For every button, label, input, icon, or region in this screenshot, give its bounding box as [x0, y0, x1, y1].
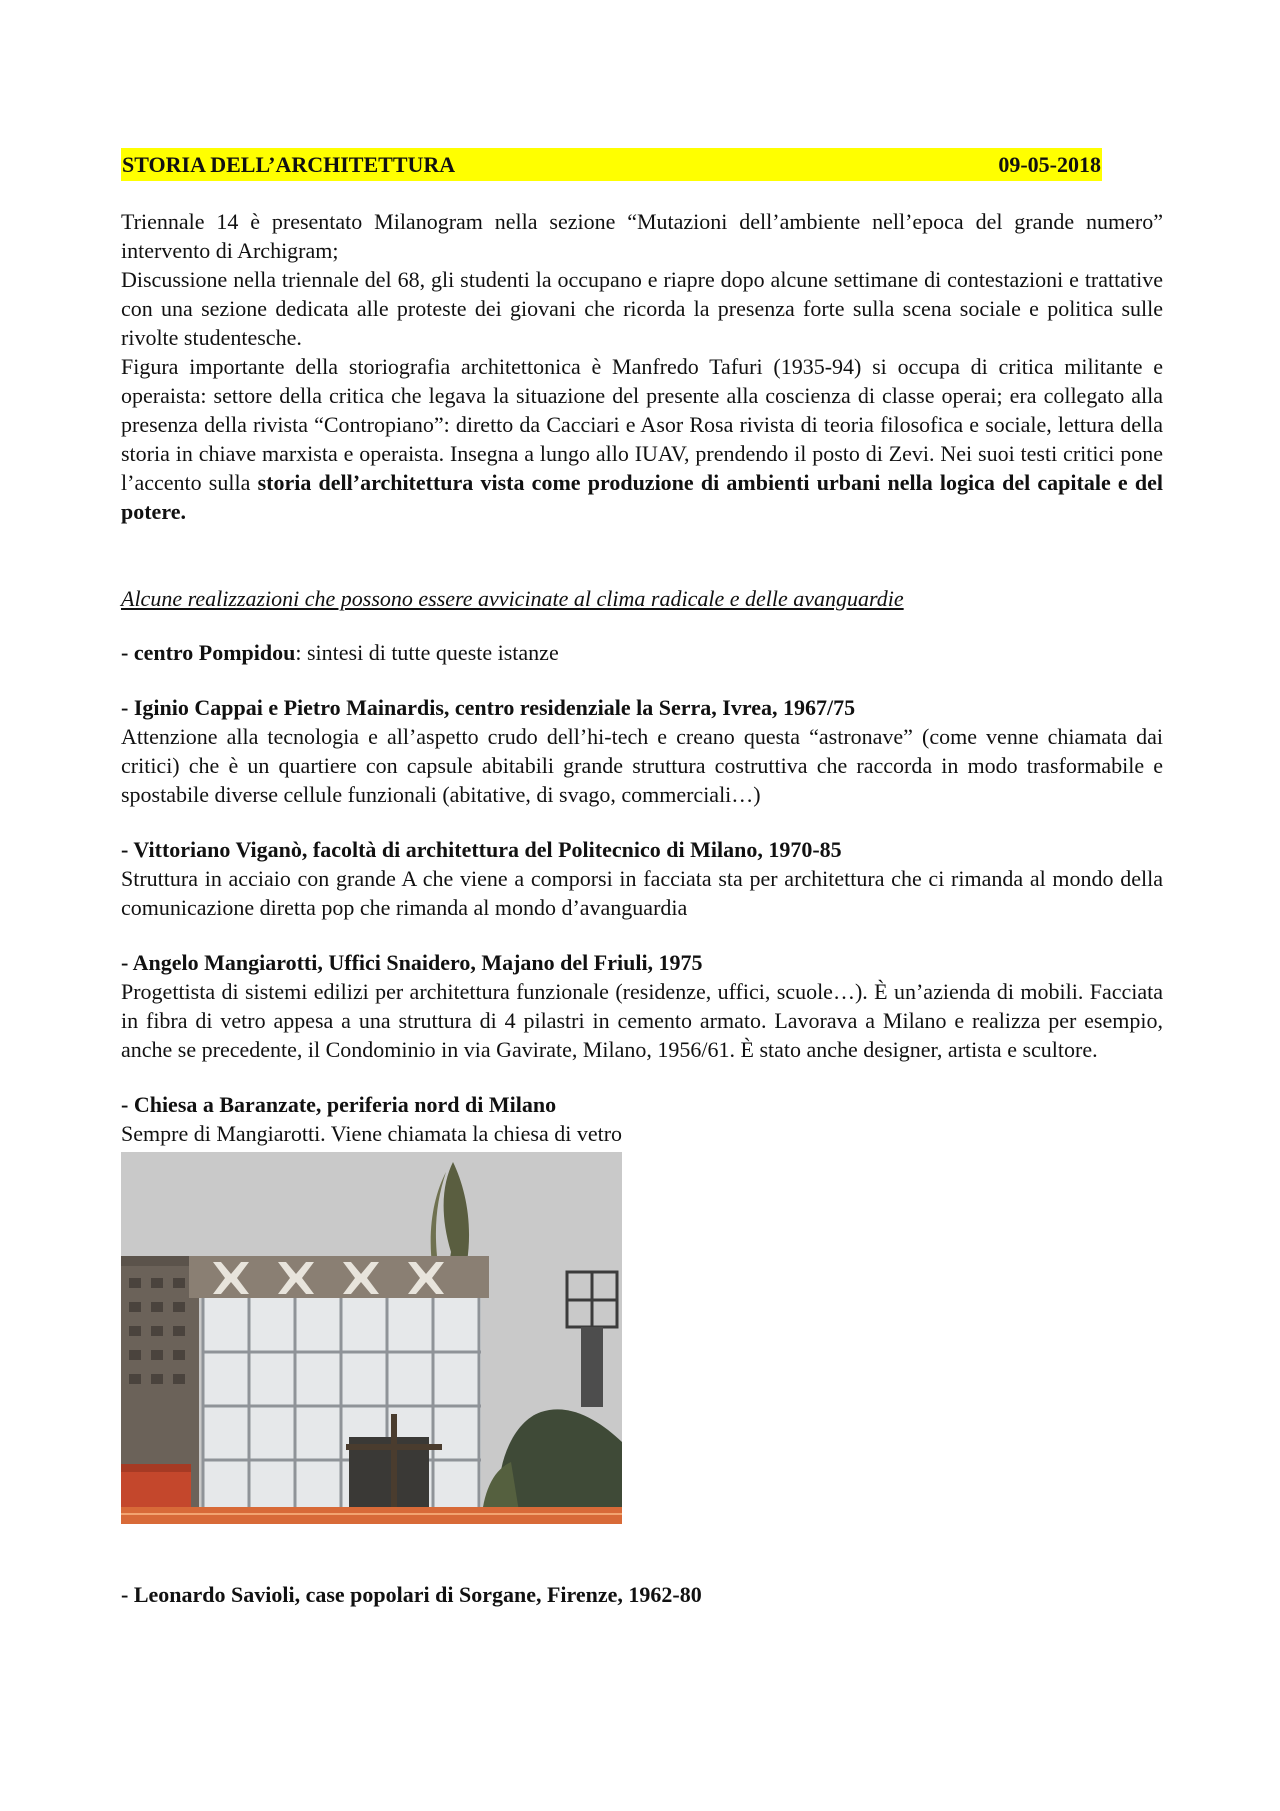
document-title: STORIA DELL’ARCHITETTURA	[122, 152, 456, 177]
item-title: - Angelo Mangiarotti, Uffici Snaidero, Majano del Friuli, 1975	[121, 950, 703, 975]
item-pompidou-text: : sintesi di tutte queste istanze	[295, 640, 559, 665]
item-title: - Iginio Cappai e Pietro Mainardis, centro residenziale la Serra, Ivrea, 1967/75	[121, 695, 856, 720]
item-title: - Chiesa a Baranzate, periferia nord di Milano	[121, 1092, 557, 1117]
item-savioli-title: - Leonardo Savioli, case popolari di Sorgane, Firenze, 1962-80	[121, 1582, 702, 1607]
header-bar	[121, 148, 1102, 181]
intro-text	[121, 207, 1163, 526]
intro-paragraph-1: Triennale 14 è presentato Milanogram nella sezione “Mutazioni dell’ambiente nell’epoca del grande numero” intervento di Archigram;	[121, 209, 1163, 263]
item-pompidou-prefix: -	[121, 640, 134, 665]
intro-paragraph-2: Discussione nella triennale del 68, gli studenti la occupano e riapre dopo alcune settimane di contestazioni e trattative con una sezione dedicata alle proteste dei giovani che ricorda la presenza forte sulla scena sociale e politica sulle rivolte studentesche.	[121, 267, 1163, 350]
item-baranzate	[121, 1090, 1163, 1148]
document-date: 09-05-2018	[998, 152, 1101, 177]
item-mangiarotti	[121, 948, 1163, 1064]
church-photo	[121, 1152, 622, 1524]
intro-paragraph-3	[121, 352, 1163, 526]
intro-paragraph-3-text: Figura importante della storiografia architettonica è Manfredo Tafuri (1935-94) si occupa di critica militante e operaista: settore della critica che legava la situazione del presente alla coscienza di classe operai; era collegato alla presenza della rivista “Contropiano”: diretto da Cacciari e Asor Rosa rivista di teoria filosofica e sociale, lettura della storia in chiave marxista e operaista. Insegna a lungo allo IUAV, prendendo il posto di Zevi. Nei suoi testi critici pone l’accento sulla	[121, 354, 1163, 495]
section-title: Alcune realizzazioni che possono essere avvicinate al clima radicale e delle avanguardie	[121, 586, 904, 611]
item-pompidou-title: centro Pompidou	[133, 640, 296, 665]
item-vigano	[121, 835, 1163, 922]
item-body: Progettista di sistemi edilizi per architettura funzionale (residenze, uffici, scuole…). È un’azienda di mobili. Facciata in fibra di vetro appesa a una struttura di 4 pilastri in cemento armato. Lavorava a Milano e realizza per esempio, anche se precedente, il Condominio in via Gavirate, Milano, 1956/61. È stato anche designer, artista e scultore.	[121, 979, 1163, 1062]
item-title: - Vittoriano Viganò, facoltà di architettura del Politecnico di Milano, 1970-85	[121, 837, 842, 862]
document-page	[121, 148, 1163, 1609]
item-pompidou	[121, 638, 1163, 667]
item-body: Struttura in acciaio con grande A che viene a comporsi in facciata sta per architettura che ci rimanda al mondo della comunicazione diretta pop che rimanda al mondo d’avanguardia	[121, 866, 1163, 920]
item-body: Attenzione alla tecnologia e all’aspetto crudo dell’hi-tech e creano questa “astronave” (come venne chiamata dai critici) che è un quartiere con capsule abitabili grande struttura costruttiva che raccorda in modo trasformabile e spostabile diverse cellule funzionali (abitative, di svago, commerciali…)	[121, 724, 1163, 807]
intro-paragraph-3-emphasis: storia dell’architettura vista come produzione di ambienti urbani nella logica del capitale e del potere.	[121, 470, 1164, 524]
church-photo-drawing	[121, 1152, 622, 1524]
item-body: Sempre di Mangiarotti. Viene chiamata la chiesa di vetro	[121, 1121, 623, 1146]
item-cappai-mainardis	[121, 693, 1163, 809]
